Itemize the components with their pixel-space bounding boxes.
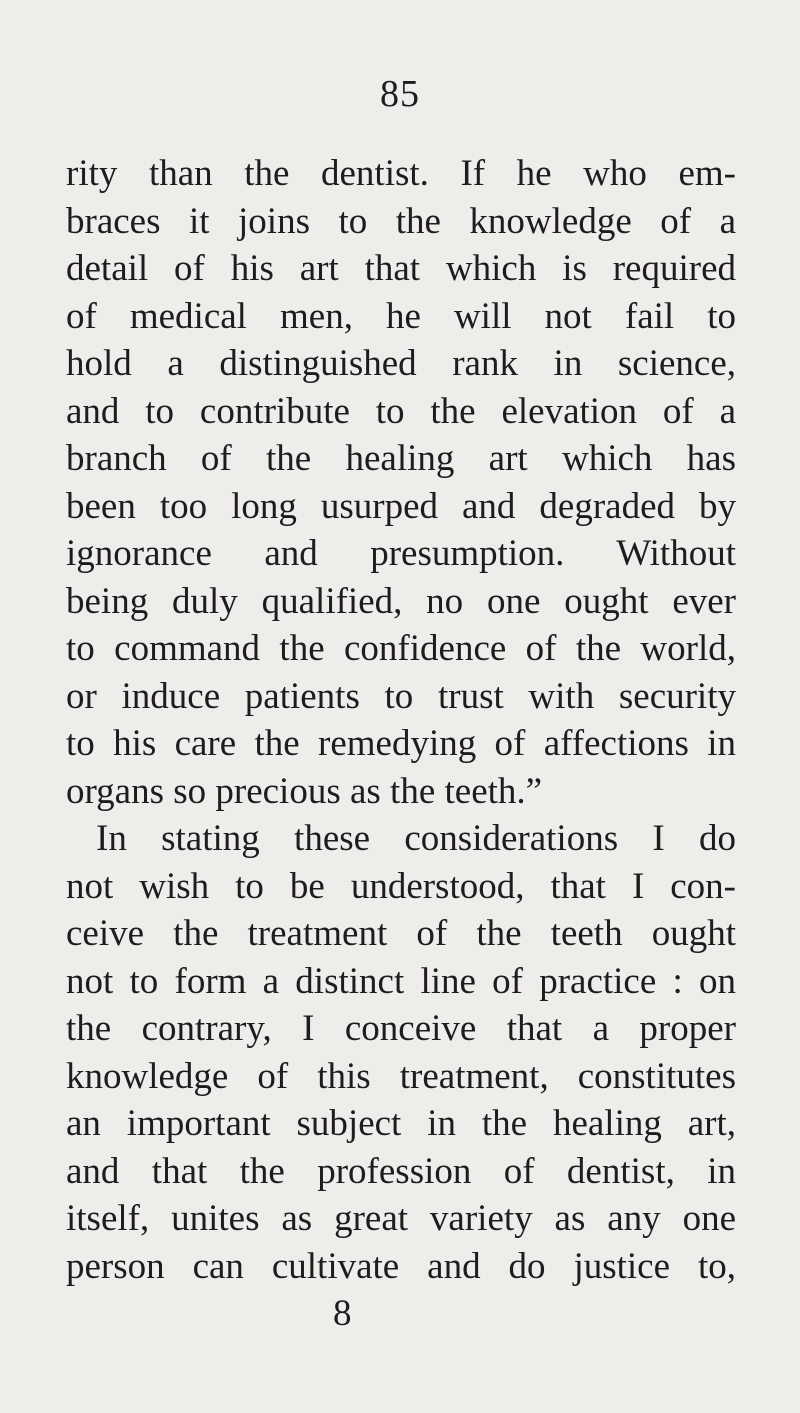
text-line: In stating these considerations I do [96,818,736,859]
text-line: ceive the treatment of the teeth ought [66,913,736,954]
page-number: 85 [380,73,420,115]
text-line: or induce patients to trust with security [66,675,736,717]
text-line: the contrary, I conceive that a proper [66,1008,736,1049]
text-line: rity than the dentist. If he who em- [66,153,736,194]
text-line: braces it joins to the knowledge of a [66,200,736,242]
text-line: and that the profession of dentist, in [66,1150,736,1192]
text-line: of medical men, he will not fail to [66,295,736,337]
text-line: and to contribute to the elevation of a [66,390,736,432]
text-line: branch of the healing art which has [66,438,736,479]
text-line: hold a distinguished rank in science, [66,343,736,384]
text-line: knowledge of this treatment, constitutes [66,1055,736,1097]
text-line: to his care the remedying of affections in [66,723,736,764]
text-line: itself, unites as great variety as any one [66,1198,736,1239]
text-line: not wish to be understood, that I con- [66,865,736,907]
text-line: detail of his art that which is required [66,248,736,289]
text-line: being duly qualified, no one ought ever [66,580,736,622]
text-line: not to form a distinct line of practice : on [66,960,736,1002]
text-line: person can cultivate and do justice to, [66,1245,736,1287]
text-line: an important subject in the healing art, [66,1103,736,1144]
text-line: ignorance and presumption. Without [66,533,736,574]
text-line: been too long usurped and degraded by [66,485,736,527]
signature-mark: 8 [333,1293,352,1334]
text-line: to command the confidence of the world, [66,628,736,669]
text-line: organs so precious as the teeth.” [66,770,543,812]
body-text [66,150,736,1290]
